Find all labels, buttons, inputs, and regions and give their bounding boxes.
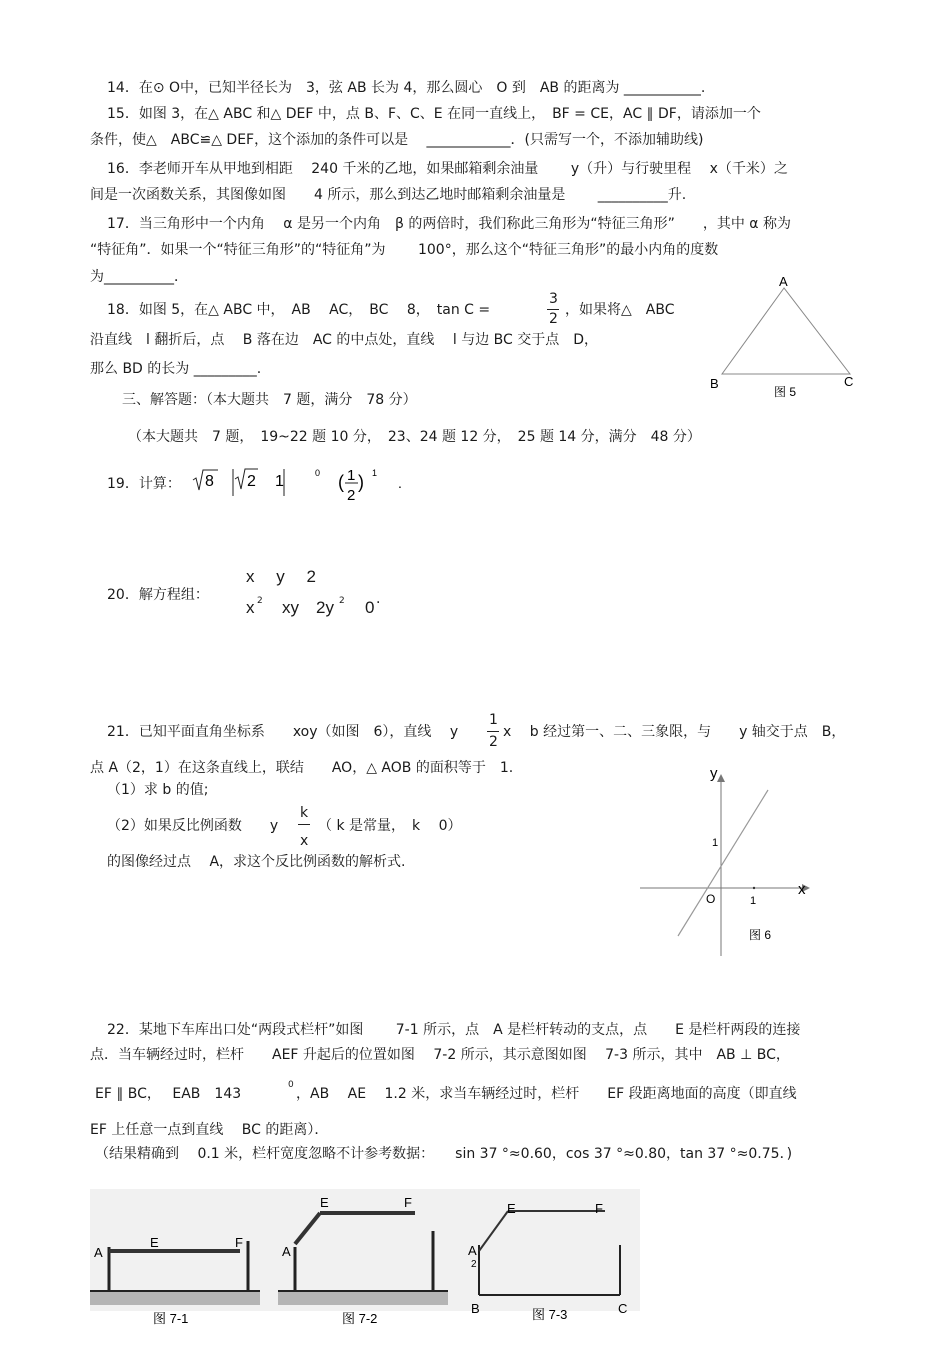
fig6-caption: 图 6	[749, 928, 772, 942]
fig7-1-label-a: A	[94, 1245, 103, 1260]
fig7-1-label-f: F	[235, 1235, 243, 1250]
question-21-line2: 点 A（2，1）在这条直线上，联结 AO，△ AOB 的面积等于 1.	[90, 760, 514, 776]
question-21-part2c: 的图像经过点 A，求这个反比例函数的解析式.	[107, 854, 406, 870]
question-16-line1: 16．李老师开车从甲地到相距 240 千米的乙地，如果邮箱剩余油量 y（升）与行驶里程 x（千米）之	[107, 161, 788, 177]
fig7-2-caption: 图 7-2	[342, 1311, 378, 1326]
inverse-x-denominator: x	[300, 833, 309, 849]
figure-6-coordinate-plane	[630, 760, 820, 965]
tan-fraction-denominator: 2	[549, 311, 558, 327]
q19-zero-exponent: 0	[315, 468, 321, 478]
fig5-label-b: B	[710, 376, 719, 391]
sqrt2-radicand: 2	[247, 473, 256, 490]
system-equation-2-x: x	[246, 598, 255, 617]
question-22-line4: EF 上任意一点到直线 BC 的距离）．	[90, 1122, 329, 1138]
question-18-line3: 那么 BD 的长为 _________.	[90, 361, 262, 377]
question-15-line2: 条件，使△ ABC≌△ DEF，这个添加的条件可以是 ____________．(只需写一个，不添加辅助线)	[90, 132, 704, 148]
fig7-2-label-f: F	[404, 1195, 412, 1210]
q19-open-paren: (	[338, 472, 344, 492]
question-22-line2: 点．当车辆经过时，栏杆 AEF 升起后的位置如图 7-2 所示，其示意图如图 7-3 所示，其中 AB ⊥ BC，	[90, 1047, 790, 1063]
fig6-origin-label: O	[706, 892, 716, 906]
q19-half-denominator: 2	[347, 487, 356, 504]
question-14: 14．在⊙ O中，已知半径长为 3，弦 AB 长为 4，那么圆心 O 到 AB 的距离为 ___________.	[107, 80, 706, 96]
fig6-x-axis-label: x	[798, 881, 806, 898]
line-slope-bar	[487, 731, 499, 732]
question-15-line1: 15．如图 3，在△ ABC 和△ DEF 中，点 B、F、C、E 在同一直线上， BF = CE，AC ∥ DF，请添加一个	[107, 106, 761, 122]
q19-close-paren: )	[358, 472, 364, 492]
question-17-line1: 17．当三角形中一个内角 α 是另一个内角 β 的两倍时，我们称此三角形为“特征三角形” ，其中 α 称为	[107, 216, 791, 232]
question-19-expression	[190, 466, 420, 508]
question-22-line5: （结果精确到 0.1 米，栏杆宽度忽略不计参考数据： sin 37 °≈0.60，cos 37 °≈0.80，tan 37 °≈0.75．)	[95, 1146, 793, 1162]
fig7-3-label-c: C	[618, 1301, 628, 1316]
fig6-y-axis-label: y	[710, 765, 718, 782]
tan-fraction-numerator: 3	[549, 291, 558, 307]
question-22-line3a: EF ∥ BC， EAB 143	[95, 1086, 242, 1102]
system-y-squared: 2	[339, 596, 345, 606]
question-18-line1a: 18．如图 5，在△ ABC 中， AB AC， BC 8， tan C =	[107, 302, 491, 318]
fig7-3-label-e: E	[507, 1201, 516, 1216]
fig5-label-a: A	[779, 274, 788, 289]
system-equation-1: x y 2	[246, 567, 316, 586]
question-18-line1b: ，如果将△ ABC	[565, 302, 675, 318]
figure-7-drawings	[90, 1189, 650, 1339]
question-21-line1b: x b 经过第一、二、三象限，与 y 轴交于点 B，	[503, 724, 846, 740]
sqrt8-radicand: 8	[205, 473, 214, 490]
question-19-label: 19．计算：	[107, 476, 181, 492]
question-22-line1: 22．某地下车库出口处“两段式栏杆”如图 7-1 所示，点 A 是栏杆转动的支点，点 E 是栏杆两段的连接	[107, 1022, 801, 1038]
fig5-caption: 图 5	[774, 385, 797, 399]
question-21-part2a: （2）如果反比例函数 y	[107, 818, 279, 834]
fig5-label-c: C	[844, 374, 854, 389]
question-17-line2: “特征角”．如果一个“特征三角形”的“特征角”为 100°，那么这个“特征三角形”的最小内角的度数	[90, 242, 719, 258]
q19-negative-exponent: 1	[372, 468, 378, 478]
q19-period: .	[398, 475, 402, 491]
q19-half-numerator: 1	[347, 467, 356, 484]
fig6-x-one-label: 1	[750, 895, 757, 907]
inverse-fraction-bar	[298, 824, 310, 825]
section-3-note: （本大题共 7 题， 19~22 题 10 分， 23、24 题 12 分， 25 题 14 分，满分 48 分）	[128, 429, 701, 445]
line-slope-denominator: 2	[489, 734, 498, 750]
question-16-line2: 间是一次函数关系，其图像如图 4 所示，那么到达乙地时邮箱剩余油量是 __________升.	[90, 187, 687, 203]
degree-superscript: 0	[288, 1080, 294, 1090]
fig7-3-caption: 图 7-3	[532, 1307, 568, 1322]
question-21-line1a: 21．已知平面直角坐标系 xoy（如图 6），直线 y	[107, 724, 459, 740]
fig7-3-label-a: A	[468, 1243, 477, 1258]
question-22-line3b: ，AB AE 1.2 米，求当车辆经过时，栏杆 EF 段距离地面的高度（即直线	[296, 1086, 797, 1102]
question-18-line2: 沿直线 l 翻折后，点 B 落在边 AC 的中点处，直线 l 与边 BC 交于点 D，	[90, 332, 599, 348]
system-equation-2-mid: xy 2y	[282, 598, 334, 617]
inverse-k-numerator: k	[300, 805, 309, 821]
fig7-1-caption: 图 7-1	[153, 1311, 189, 1326]
system-x-squared: 2	[257, 596, 263, 606]
system-equation-2-rhs: 0	[365, 598, 375, 617]
fig7-3-label-b: B	[471, 1301, 480, 1316]
question-21-part1: （1）求 b 的值;	[107, 782, 209, 798]
line-slope-numerator: 1	[489, 712, 498, 728]
question-21-part2b: （ k 是常量， k 0）	[318, 818, 462, 834]
fig7-1-label-e: E	[150, 1235, 159, 1250]
fig7-3-label-f: F	[595, 1201, 603, 1216]
fig6-y-one-label: 1	[712, 837, 719, 849]
section-3-title: 三、解答题：（本大题共 7 题，满分 78 分）	[122, 392, 417, 408]
fig7-2-label-e: E	[320, 1195, 329, 1210]
question-20-label: 20．解方程组：	[107, 587, 209, 603]
fig7-3-angle-label: 2	[471, 1259, 477, 1270]
question-17-line3: 为__________．	[90, 269, 188, 285]
fig7-2-label-a: A	[282, 1244, 291, 1259]
q19-one: 1	[275, 473, 284, 490]
system-period: .	[376, 591, 381, 607]
figure-5-triangle	[700, 270, 870, 405]
